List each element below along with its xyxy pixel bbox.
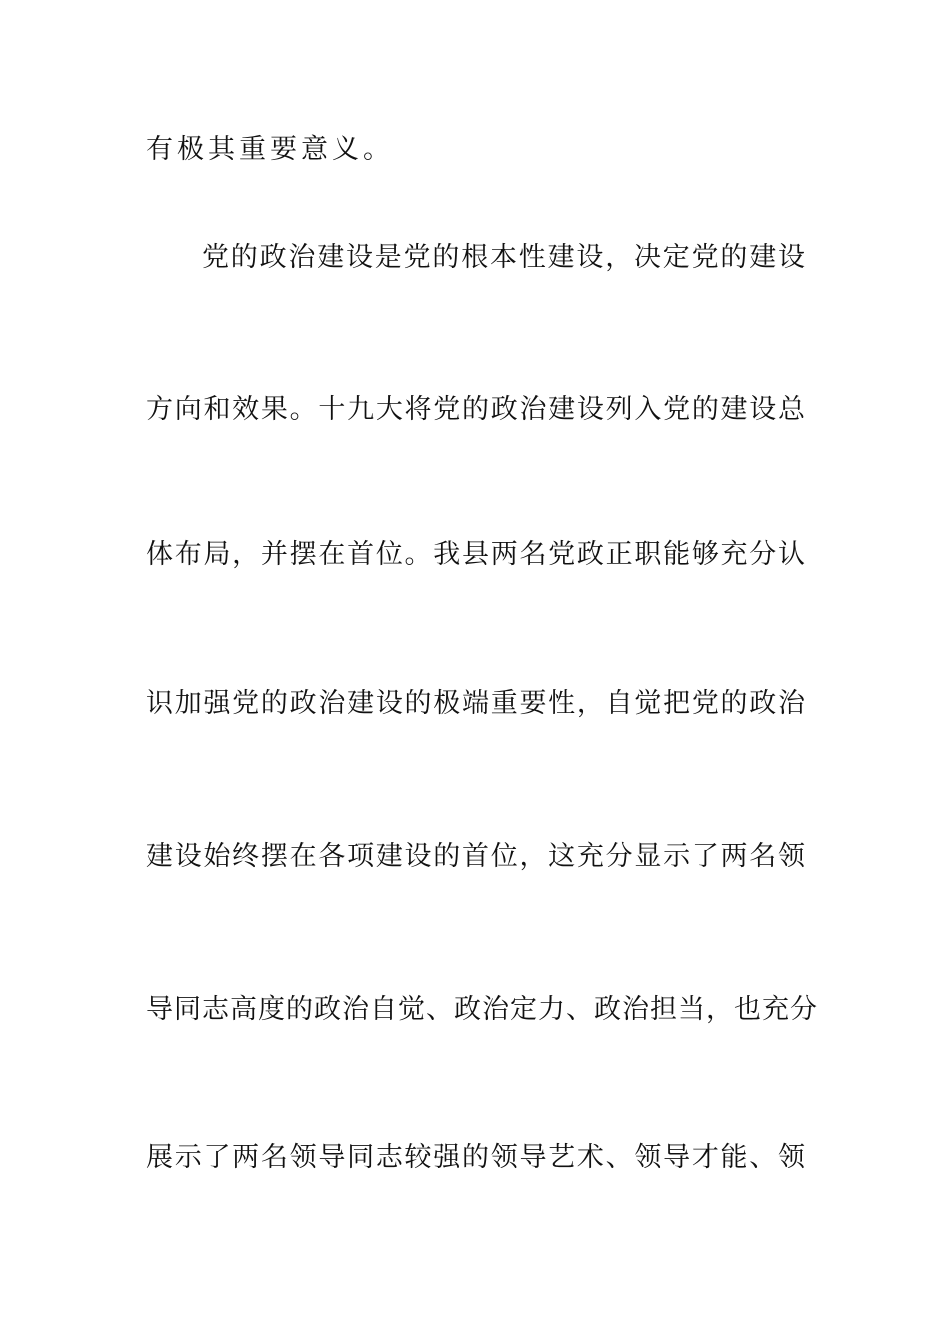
text-line-1: 有极其重要意义。 (146, 134, 394, 165)
text-line-5: 识加强党的政治建设的极端重要性，自觉把党的政治 (146, 688, 806, 719)
text-line-2: 党的政治建设是党的根本性建设，决定党的建设 (202, 242, 806, 273)
text-line-4: 体布局，并摆在首位。我县两名党政正职能够充分认 (146, 539, 806, 570)
text-line-8: 展示了两名领导同志较强的领导艺术、领导才能、领 (146, 1142, 806, 1173)
text-line-3: 方向和效果。十九大将党的政治建设列入党的建设总 (146, 394, 806, 425)
text-line-7: 导同志高度的政治自觉、政治定力、政治担当，也充分 (146, 994, 818, 1025)
text-line-6: 建设始终摆在各项建设的首位，这充分显示了两名领 (146, 841, 806, 872)
